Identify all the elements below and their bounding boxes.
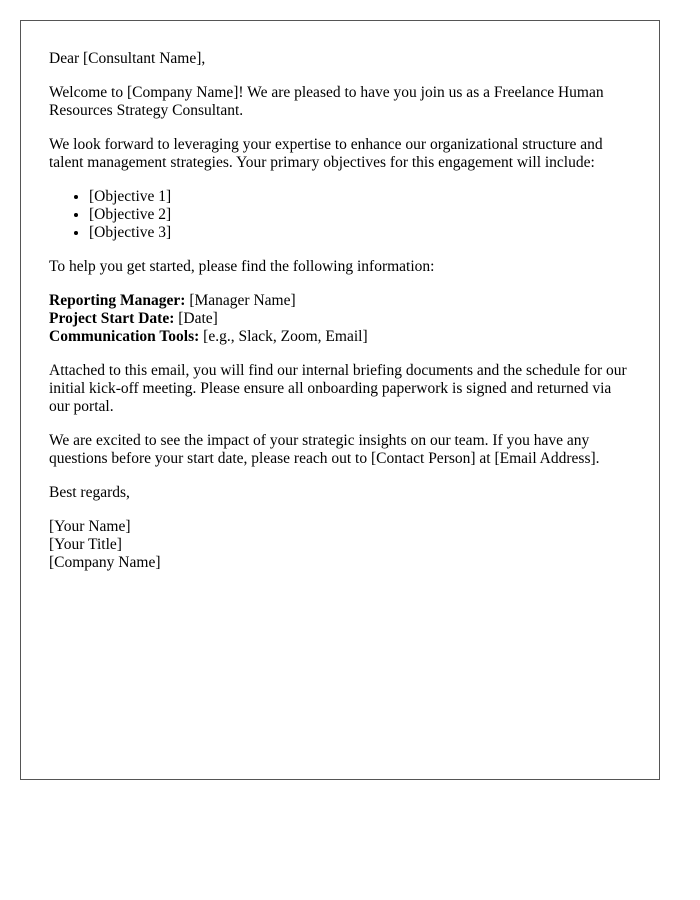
signature-company: [Company Name]	[49, 554, 161, 571]
closing-paragraph: We are excited to see the impact of your strategic insights on our team. If you have any questions before your start date, please reach out to [Contact Person] at [Email Address].	[49, 432, 600, 467]
reporting-manager-value: [Manager Name]	[185, 292, 296, 309]
start-date-label: Project Start Date:	[49, 310, 175, 327]
details-block	[49, 292, 631, 346]
communication-tools-label: Communication Tools:	[49, 328, 200, 345]
objective-item: • [Objective 1]	[89, 188, 631, 206]
attachments-paragraph: Attached to this email, you will find our internal briefing documents and the schedule for our initial kick-off meeting. Please ensure all onboarding paperwork is signed and returned via our portal.	[49, 362, 627, 415]
communication-tools-line	[49, 328, 631, 346]
sign-off: Best regards,	[49, 484, 130, 501]
objective-item: • [Objective 2]	[89, 206, 631, 224]
reporting-manager-line	[49, 292, 631, 310]
welcome-paragraph: Welcome to [Company Name]! We are pleased to have you join us as a Freelance Human Resources Strategy Consultant.	[49, 84, 604, 119]
signature-title: [Your Title]	[49, 536, 122, 553]
greeting: Dear [Consultant Name],	[49, 50, 206, 67]
start-date-value: [Date]	[174, 310, 218, 327]
start-date-line	[49, 310, 631, 328]
communication-tools-value: [e.g., Slack, Zoom, Email]	[199, 328, 368, 345]
getting-started-paragraph: To help you get started, please find the following information:	[49, 258, 435, 275]
objectives-list	[49, 188, 631, 242]
letter-frame	[20, 20, 660, 780]
intro-paragraph: We look forward to leveraging your expertise to enhance our organizational structure and talent management strategies. Your primary objectives for this engagement will include:	[49, 136, 603, 171]
objective-item: • [Objective 3]	[89, 224, 631, 242]
signature-block	[49, 518, 631, 572]
reporting-manager-label: Reporting Manager:	[49, 292, 186, 309]
signature-name: [Your Name]	[49, 518, 131, 535]
